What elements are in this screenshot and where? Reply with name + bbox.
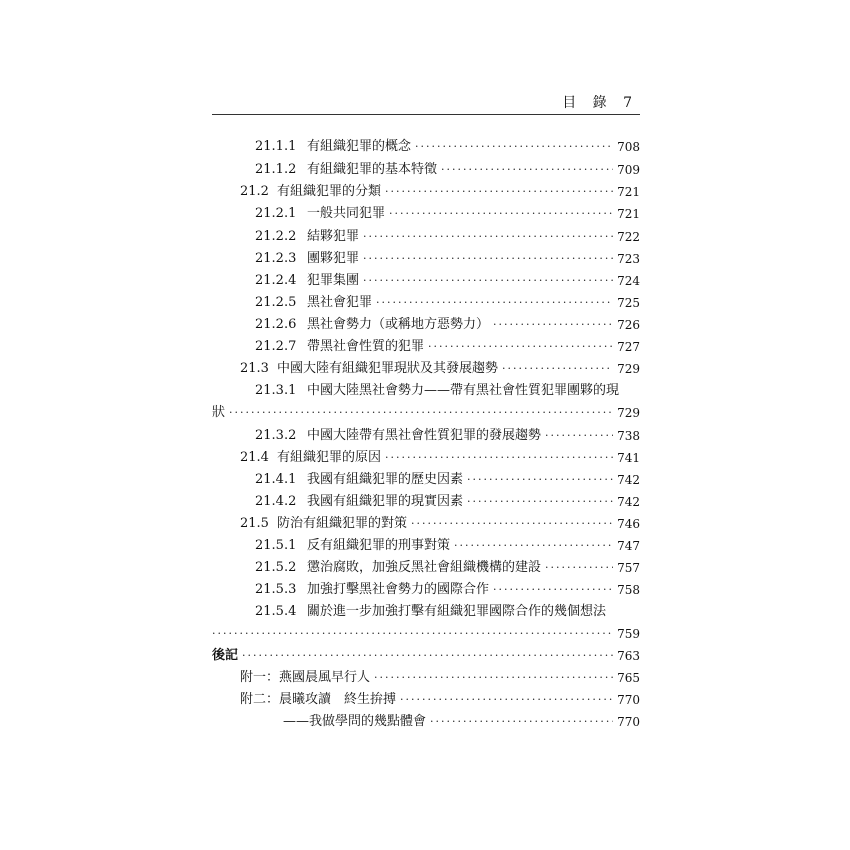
- toc-entry[interactable]: [255, 336, 640, 358]
- entry-page: 757: [617, 561, 640, 575]
- toc-entry-appendix[interactable]: [240, 689, 640, 711]
- entry-page: 738: [617, 429, 640, 443]
- leader-dots: [212, 623, 613, 645]
- leader-dots: [363, 226, 613, 248]
- entry-page: 770: [617, 715, 640, 729]
- leader-dots: [411, 513, 613, 535]
- entry-number: 21.3.2: [255, 428, 297, 443]
- leader-dots: [229, 402, 613, 424]
- toc-entry[interactable]: [255, 159, 640, 181]
- entry-number: 21.5.4: [255, 604, 297, 619]
- entry-page: 724: [617, 274, 640, 288]
- leader-dots: [545, 425, 613, 447]
- toc-entry[interactable]: [255, 557, 640, 579]
- toc-entry[interactable]: [255, 601, 640, 623]
- entry-number: 21.1.2: [255, 162, 297, 177]
- header-title: 目 錄 7: [562, 95, 638, 111]
- entry-page: 729: [617, 362, 640, 376]
- entry-title: 關於進一步加強打擊有組織犯罪國際合作的幾個想法: [307, 604, 607, 619]
- entry-page: 727: [617, 340, 640, 354]
- entry-page: 770: [617, 693, 640, 707]
- toc-entry[interactable]: [255, 425, 640, 447]
- entry-title: 帶黑社會性質的犯罪: [307, 339, 425, 354]
- entry-title: 黑社會勢力（或稱地方惡勢力）: [307, 317, 490, 332]
- entry-number: 21.3: [240, 361, 269, 376]
- entry-title: 防治有組織犯罪的對策: [277, 516, 408, 531]
- entry-title: 團夥犯罪: [307, 251, 360, 266]
- entry-page: 721: [617, 207, 640, 221]
- entry-title: ——我做學問的幾點體會: [283, 714, 427, 729]
- entry-title: 有組織犯罪的分類: [277, 184, 382, 199]
- leader-dots: [374, 667, 613, 689]
- entry-number: 21.2.1: [255, 206, 297, 221]
- entry-number: 21.2: [240, 184, 269, 199]
- toc-entry[interactable]: [255, 248, 640, 270]
- toc-entry-continuation[interactable]: [212, 623, 640, 645]
- entry-title: 懲治腐敗，加強反黑社會組織機構的建設: [307, 560, 542, 575]
- entry-page: 758: [617, 583, 640, 597]
- entry-title: 我國有組織犯罪的歷史因素: [307, 472, 464, 487]
- entry-page: 723: [617, 252, 640, 266]
- entry-number: 21.2.4: [255, 273, 297, 288]
- leader-dots: [441, 159, 613, 181]
- toc-entry[interactable]: [240, 513, 640, 535]
- toc-entry[interactable]: [255, 314, 640, 336]
- entry-page: 763: [617, 649, 640, 663]
- entry-page: 741: [617, 451, 640, 465]
- entry-page: 747: [617, 539, 640, 553]
- leader-dots: [389, 203, 613, 225]
- leader-dots: [467, 491, 613, 513]
- toc-entry[interactable]: [255, 292, 640, 314]
- entry-page: 709: [617, 163, 640, 177]
- toc-entry-subtitle[interactable]: [283, 711, 640, 733]
- entry-number: 21.5.1: [255, 538, 297, 553]
- entry-number: 21.2.2: [255, 229, 297, 244]
- leader-dots: [430, 711, 613, 733]
- leader-dots: [376, 292, 613, 314]
- toc-entry[interactable]: [255, 579, 640, 601]
- entry-title: 後記: [212, 648, 239, 663]
- entry-title: 結夥犯罪: [307, 229, 360, 244]
- leader-dots: [502, 358, 613, 380]
- leader-dots: [493, 314, 613, 336]
- toc-entry-continuation[interactable]: [212, 402, 640, 424]
- entry-number: 21.2.5: [255, 295, 297, 310]
- entry-number: 21.5.2: [255, 560, 297, 575]
- toc-entry[interactable]: [255, 136, 640, 158]
- entry-number: 21.4.2: [255, 494, 297, 509]
- toc-entry[interactable]: [255, 491, 640, 513]
- leader-dots: [363, 270, 613, 292]
- entry-number: 21.2.3: [255, 251, 297, 266]
- leader-dots: [454, 535, 613, 557]
- entry-title: 一般共同犯罪: [307, 206, 386, 221]
- leader-dots: [467, 469, 613, 491]
- toc-entry-afterword[interactable]: [212, 645, 640, 667]
- toc-entry-appendix[interactable]: [240, 667, 640, 689]
- entry-page: 759: [617, 627, 640, 641]
- entry-title: 有組織犯罪的原因: [277, 450, 382, 465]
- leader-dots: [493, 579, 613, 601]
- leader-dots: [545, 557, 613, 579]
- entry-title: 有組織犯罪的基本特徵: [307, 162, 438, 177]
- entry-title: 附一：燕國晨風早行人: [240, 670, 371, 685]
- toc-entry[interactable]: [255, 226, 640, 248]
- entry-page: 765: [617, 671, 640, 685]
- entry-title: 反有組織犯罪的刑事對策: [307, 538, 451, 553]
- entry-page: 726: [617, 318, 640, 332]
- entry-number: 21.2.6: [255, 317, 297, 332]
- leader-dots: [385, 447, 613, 469]
- entry-title: 加強打擊黑社會勢力的國際合作: [307, 582, 490, 597]
- entry-number: 21.4.1: [255, 472, 297, 487]
- entry-page: 729: [617, 406, 640, 420]
- entry-number: 21.2.7: [255, 339, 297, 354]
- entry-title: 附二：晨曦攻讀 終生拚搏: [240, 692, 397, 707]
- toc-entry[interactable]: [255, 535, 640, 557]
- entry-number: 21.4: [240, 450, 269, 465]
- leader-dots: [363, 248, 613, 270]
- leader-dots: [415, 136, 613, 158]
- entry-title: 我國有組織犯罪的現實因素: [307, 494, 464, 509]
- toc-entry[interactable]: [255, 380, 640, 402]
- entry-number: 21.5.3: [255, 582, 297, 597]
- toc-entry[interactable]: [240, 447, 640, 469]
- entry-title: 中國大陸有組織犯罪現狀及其發展趨勢: [277, 361, 499, 376]
- entry-number: 21.1.1: [255, 139, 297, 154]
- entry-title: 中國大陸帶有黑社會性質犯罪的發展趨勢: [307, 428, 542, 443]
- entry-page: 725: [617, 296, 640, 310]
- entry-title: 狀: [212, 405, 226, 420]
- toc-entry[interactable]: [255, 469, 640, 491]
- leader-dots: [428, 336, 613, 358]
- toc-entry[interactable]: [240, 358, 640, 380]
- entry-page: 721: [617, 185, 640, 199]
- entry-page: 708: [617, 140, 640, 154]
- entry-title: 犯罪集團: [307, 273, 360, 288]
- entry-number: 21.3.1: [255, 383, 297, 398]
- entry-title: 有組織犯罪的概念: [307, 139, 412, 154]
- entry-number: 21.5: [240, 516, 269, 531]
- entry-title: 黑社會犯罪: [307, 295, 373, 310]
- toc-entry[interactable]: [255, 270, 640, 292]
- toc-entry[interactable]: [255, 203, 640, 225]
- leader-dots: [385, 181, 613, 203]
- leader-dots: [400, 689, 613, 711]
- entry-page: 742: [617, 473, 640, 487]
- toc-entry[interactable]: [240, 181, 640, 203]
- entry-page: 742: [617, 495, 640, 509]
- leader-dots: [242, 645, 613, 667]
- entry-page: 722: [617, 230, 640, 244]
- entry-page: 746: [617, 517, 640, 531]
- entry-title: 中國大陸黑社會勢力——帶有黑社會性質犯罪團夥的現: [307, 383, 620, 398]
